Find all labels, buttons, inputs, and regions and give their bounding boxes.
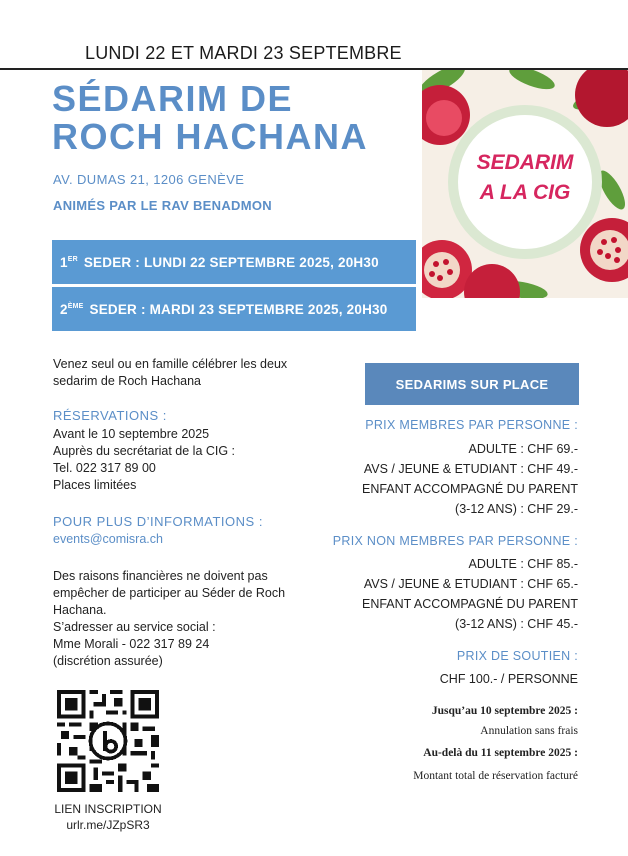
title-line-2: ROCH HACHANA: [52, 116, 368, 157]
sedarim-sur-place-banner: SEDARIMS SUR PLACE: [365, 363, 579, 405]
image-caption: [422, 148, 628, 208]
cancellation-deadline-1: Jusqu’au 10 septembre 2025 :: [431, 705, 578, 717]
qr-caption: LIEN INSCRIPTION: [54, 802, 162, 816]
intro-line: Venez seul ou en famille célébrer les deux: [53, 357, 288, 371]
registration-short-url[interactable]: urlr.me/JZpSR3: [66, 818, 150, 832]
reservations-heading: RÉSERVATIONS :: [53, 408, 167, 423]
members-price-line: ADULTE : CHF 69.-: [468, 442, 578, 456]
event-date-header: LUNDI 22 ET MARDI 23 SEPTEMBRE: [85, 43, 402, 63]
info-heading: POUR PLUS D’INFORMATIONS :: [53, 514, 263, 529]
intro-line: sedarim de Roch Hachana: [53, 374, 201, 388]
non-members-price-line: ADULTE : CHF 85.-: [468, 557, 578, 571]
social-line: Des raisons financières ne doivent pas: [53, 569, 268, 583]
page-title: [52, 80, 368, 156]
social-line: (discrétion assurée): [53, 654, 163, 668]
contact-email-link[interactable]: events@comisra.ch: [53, 532, 163, 546]
members-price-line: ENFANT ACCOMPAGNÉ DU PARENT: [361, 482, 578, 496]
led-by-rabbi: ANIMÉS PAR LE RAV BENADMON: [53, 198, 272, 213]
reservations-details: [53, 426, 235, 494]
social-service-note: [53, 568, 285, 670]
intro-text: [53, 356, 287, 390]
seder-ordinal: ÈME: [67, 302, 84, 310]
social-line: Hachana.: [53, 603, 107, 617]
seder-number: 2: [60, 301, 68, 317]
first-seder-banner: [52, 240, 416, 284]
members-price-line: (3-12 ANS) : CHF 29.-: [455, 502, 578, 516]
seder-text: SEDER : MARDI 23 SEPTEMBRE 2025, 20H30: [89, 301, 388, 317]
non-members-price-heading: PRIX NON MEMBRES PAR PERSONNE :: [332, 534, 578, 548]
title-line-1: SÉDARIM DE: [52, 78, 294, 119]
non-members-price-line: ENFANT ACCOMPAGNÉ DU PARENT: [361, 597, 578, 611]
seder-ordinal: ER: [67, 255, 78, 263]
reservation-line: Avant le 10 septembre 2025: [53, 427, 210, 441]
non-members-price-line: AVS / JEUNE & ETUDIANT : CHF 65.-: [363, 577, 578, 591]
pomegranate-illustration: [422, 70, 628, 298]
members-price-heading: PRIX MEMBRES PAR PERSONNE :: [365, 418, 578, 432]
non-members-price-line: (3-12 ANS) : CHF 45.-: [455, 617, 578, 631]
cancellation-note-2: Montant total de réservation facturé: [413, 770, 578, 782]
reservation-line: Auprès du secrétariat de la CIG :: [53, 444, 236, 458]
social-line: S’adresser au service social :: [53, 620, 216, 634]
members-price-line: AVS / JEUNE & ETUDIANT : CHF 49.-: [363, 462, 578, 476]
cancellation-deadline-2: Au-delà du 11 septembre 2025 :: [423, 747, 578, 759]
seder-text: SEDER : LUNDI 22 SEPTEMBRE 2025, 20H30: [83, 254, 379, 270]
reservation-line: Places limitées: [53, 478, 137, 492]
social-line: empêcher de participer au Séder de Roch: [53, 586, 286, 600]
second-seder-banner: [52, 287, 416, 331]
registration-qr-code[interactable]: [57, 690, 159, 792]
social-line: Mme Morali - 022 317 89 24: [53, 637, 210, 651]
cancellation-note-1: Annulation sans frais: [480, 725, 578, 737]
support-price-heading: PRIX DE SOUTIEN :: [456, 649, 578, 663]
support-price-line: CHF 100.- / PERSONNE: [439, 672, 578, 686]
image-caption-line-2: A LA CIG: [479, 181, 571, 204]
reservation-line: Tel. 022 317 89 00: [53, 461, 156, 475]
seder-number: 1: [60, 254, 68, 270]
venue-address: AV. DUMAS 21, 1206 GENÈVE: [53, 172, 245, 187]
image-caption-line-1: SEDARIM: [476, 151, 574, 174]
